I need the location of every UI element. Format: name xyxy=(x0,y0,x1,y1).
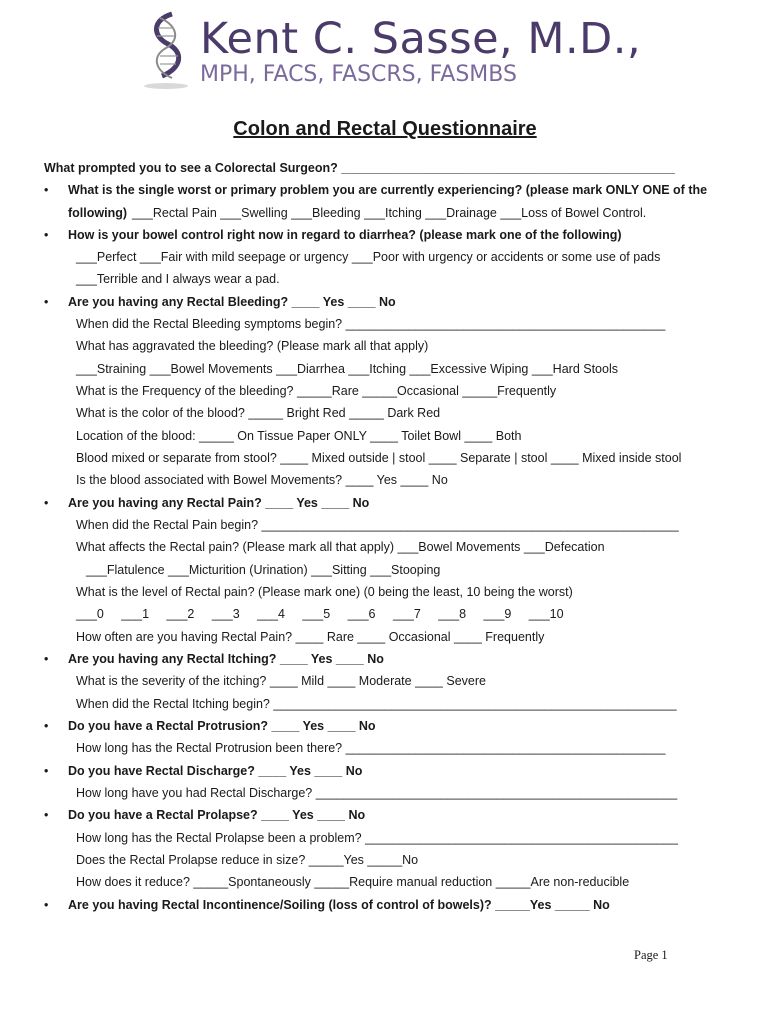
pain-frequency: How often are you having Rectal Pain? ____ Rare ____ Occasional ____ Frequently xyxy=(76,630,545,644)
bullet: • xyxy=(44,652,49,666)
doctor-name: Kent C. Sasse, M.D., xyxy=(200,14,642,64)
question-referral: What prompted you to see a Colorectal Surgeon? ________________________________________________ xyxy=(44,161,675,175)
question-incontinence: Are you having Rectal Incontinence/Soiling (loss of control of bowels)? _____Yes _____ No xyxy=(68,898,610,912)
question-rectal-bleeding: Are you having any Rectal Bleeding? ____ Yes ____ No xyxy=(68,295,396,309)
bullet: • xyxy=(44,808,49,822)
bullet: • xyxy=(44,898,49,912)
prolapse-reduce: Does the Rectal Prolapse reduce in size? _____Yes _____No xyxy=(76,853,419,867)
bullet: • xyxy=(44,183,49,197)
protrusion-duration: How long has the Rectal Protrusion been there? ______________________________________________ xyxy=(76,741,666,755)
doctor-credentials: MPH, FACS, FASCRS, FASMBS xyxy=(200,62,517,87)
question-primary-problem: What is the single worst or primary problem you are currently experiencing? (please mark ONLY ONE of the xyxy=(68,183,708,197)
question-rectal-itching: Are you having any Rectal Itching? ____ Yes ____ No xyxy=(68,652,384,666)
pain-affects-cont: ___Flatulence ___Micturition (Urination) ___Sitting ___Stooping xyxy=(86,563,441,577)
bleeding-frequency: What is the Frequency of the bleeding? _____Rare _____Occasional _____Frequently xyxy=(76,384,557,398)
blood-color: What is the color of the blood? _____ Bright Red _____ Dark Red xyxy=(76,406,441,420)
pain-affects: What affects the Rectal pain? (Please mark all that apply) ___Bowel Movements ___Defecation xyxy=(76,540,605,554)
bleeding-aggravators-options: ___Straining ___Bowel Movements ___Diarrhea ___Itching ___Excessive Wiping ___Hard Stools xyxy=(76,362,618,376)
question-bowel-control: How is your bowel control right now in regard to diarrhea? (please mark one of the following) xyxy=(68,228,622,242)
question-rectal-protrusion: Do you have a Rectal Protrusion? ____ Yes ____ No xyxy=(68,719,376,733)
bleeding-aggravators-question: What has aggravated the bleeding? (Please mark all that apply) xyxy=(76,339,429,353)
pain-level-scale: ___0 ___1 ___2 ___3 ___4 ___5 ___6 ___7 ___8 ___9 ___10 xyxy=(76,607,564,621)
bowel-control-options-cont: ___Terrible and I always wear a pad. xyxy=(76,272,280,286)
bleeding-onset: When did the Rectal Bleeding symptoms begin? ______________________________________________ xyxy=(76,317,666,331)
pain-onset: When did the Rectal Pain begin? ____________________________________________________________ xyxy=(76,518,679,532)
blood-bowel-movements: Is the blood associated with Bowel Movements? ____ Yes ____ No xyxy=(76,473,448,487)
itching-onset: When did the Rectal Itching begin? __________________________________________________________ xyxy=(76,697,677,711)
question-rectal-discharge: Do you have Rectal Discharge? ____ Yes ____ No xyxy=(68,764,363,778)
blood-location: Location of the blood: _____ On Tissue Paper ONLY ____ Toilet Bowl ____ Both xyxy=(76,429,522,443)
question-rectal-pain: Are you having any Rectal Pain? ____ Yes ____ No xyxy=(68,496,370,510)
dna-helix-logo xyxy=(138,10,194,92)
itching-severity: What is the severity of the itching? ____ Mild ____ Moderate ____ Severe xyxy=(76,674,486,688)
primary-problem-options: ___Rectal Pain ___Swelling ___Bleeding ___Itching ___Drainage ___Loss of Bowel Control. xyxy=(132,206,647,220)
blood-mixed: Blood mixed or separate from stool? ____ Mixed outside | stool ____ Separate | stool ____ Mixed inside stool xyxy=(76,451,682,465)
question-primary-problem-cont: following) xyxy=(68,206,128,220)
bullet: • xyxy=(44,295,49,309)
question-rectal-prolapse: Do you have a Rectal Prolapse? ____ Yes ____ No xyxy=(68,808,366,822)
prolapse-duration: How long has the Rectal Prolapse been a problem? _____________________________________________ xyxy=(76,831,678,845)
page-title: Colon and Rectal Questionnaire xyxy=(233,118,537,140)
bowel-control-options: ___Perfect ___Fair with mild seepage or urgency ___Poor with urgency or accidents or some use of pads xyxy=(76,250,661,264)
bullet: • xyxy=(44,719,49,733)
letterhead xyxy=(138,10,698,92)
pain-level-question: What is the level of Rectal pain? (Please mark one) (0 being the least, 10 being the worst) xyxy=(76,585,573,599)
prolapse-reduce-how: How does it reduce? _____Spontaneously _____Require manual reduction _____Are non-reducible xyxy=(76,875,630,889)
bullet: • xyxy=(44,496,49,510)
discharge-duration: How long have you had Rectal Discharge? ____________________________________________________ xyxy=(76,786,678,800)
bullet: • xyxy=(44,764,49,778)
bullet: • xyxy=(44,228,49,242)
page-number: Page 1 xyxy=(634,948,668,962)
